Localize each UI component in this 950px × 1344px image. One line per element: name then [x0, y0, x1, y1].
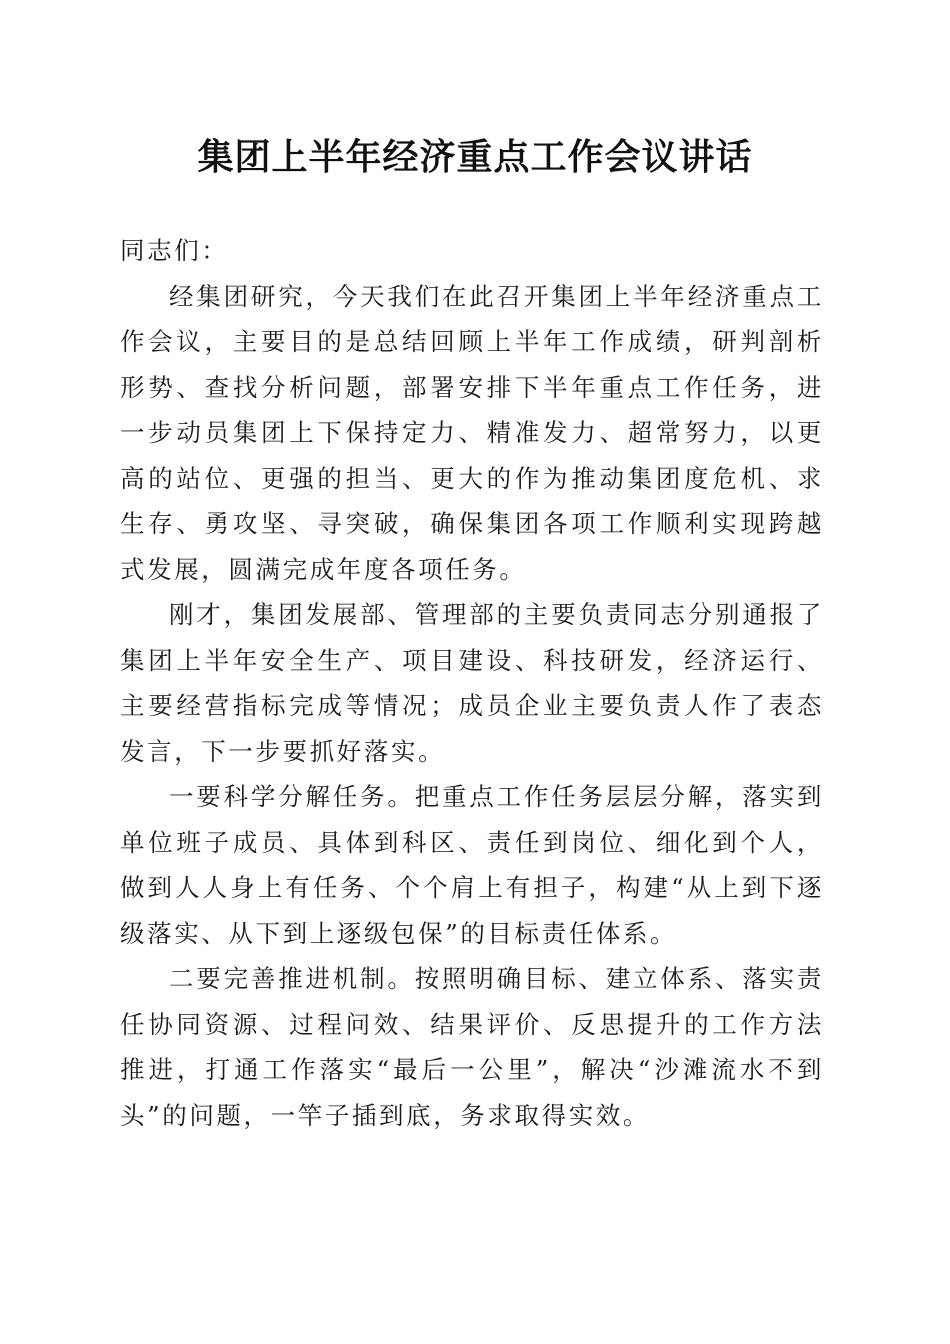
paragraph-intro: 经集团研究，今天我们在此召开集团上半年经济重点工作会议，主要目的是总结回顾上半年工作成绩，研判剖析形势、查找分析问题，部署安排下半年重点工作任务，进一步动员集团上下保持定力、精准发力、超常努力，以更高的站位、更强的担当、更大的作为推动集团度危机、求生存、勇攻坚、寻突破，确保集团各项工作顺利实现跨越式发展，圆满完成年度各项任务。	[120, 281, 824, 584]
paragraph-point-two: 二要完善推进机制。按照明确目标、建立体系、落实责任协同资源、过程问效、结果评价、反思提升的工作方法推进，打通工作落实“最后一公里”，解决“沙滩流水不到头”的问题，一竿子插到底，务求取得实效。	[120, 964, 824, 1130]
paragraph-reports: 刚才，集团发展部、管理部的主要负责同志分别通报了集团上半年安全生产、项目建设、科技研发，经济运行、主要经营指标完成等情况；成员企业主要负责人作了表态发言，下一步要抓好落实。	[120, 600, 824, 766]
paragraph-point-one: 一要科学分解任务。把重点工作任务层层分解，落实到单位班子成员、具体到科区、责任到岗位、细化到个人，做到人人身上有任务、个个肩上有担子，构建“从上到下逐级落实、从下到上逐级包保”的目标责任体系。	[120, 782, 824, 948]
salutation: 同志们：	[120, 236, 229, 265]
document-title: 集团上半年经济重点工作会议讲话	[197, 136, 753, 178]
document-body	[120, 228, 824, 1138]
